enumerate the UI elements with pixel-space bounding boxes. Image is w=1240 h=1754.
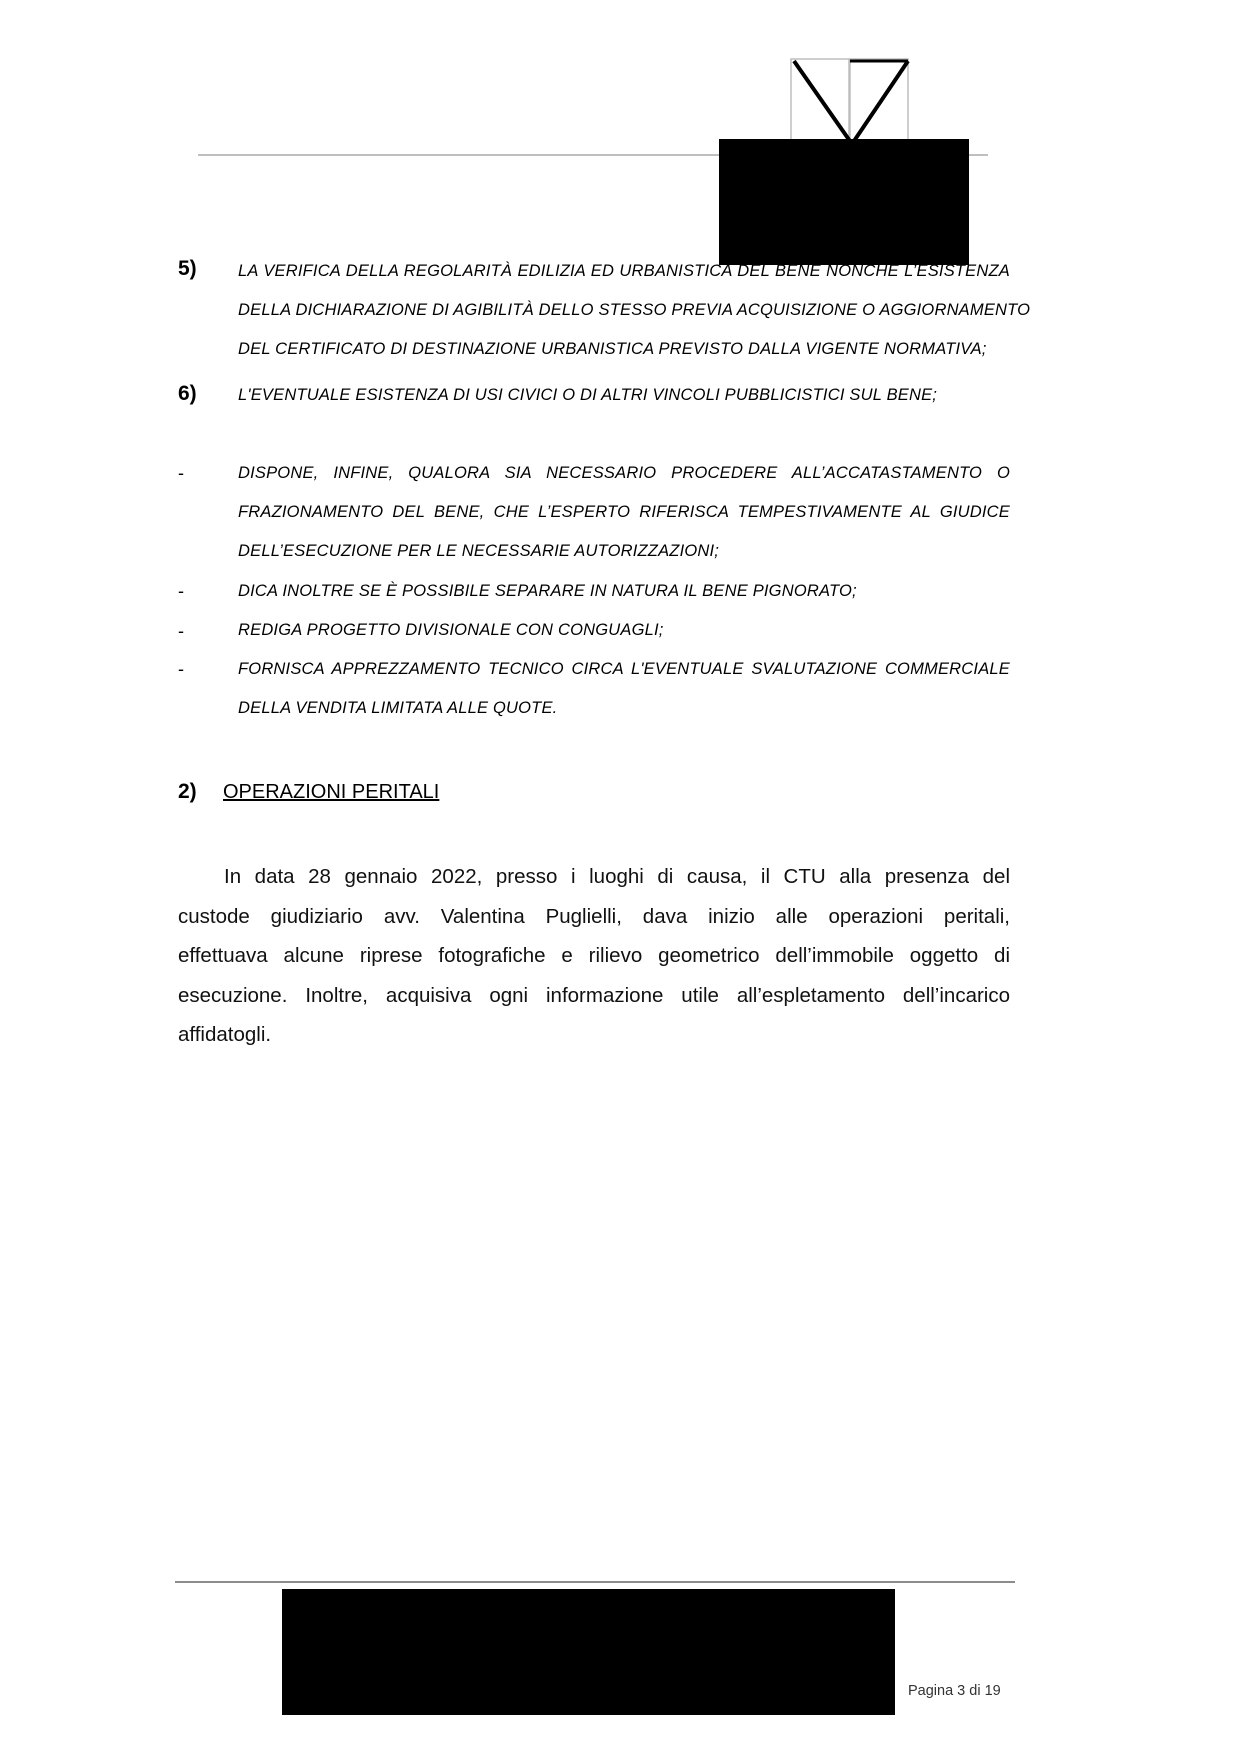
- bullet-marker: -: [178, 621, 184, 641]
- bullet-line: REDIGA PROGETTO DIVISIONALE CON CONGUAGLI;: [238, 621, 664, 639]
- redacted-block: [282, 1589, 895, 1715]
- bullet-line: DELLA VENDITA LIMITATA ALLE QUOTE.: [238, 699, 558, 717]
- paragraph-line: effettuava alcune riprese fotografiche e rilievo geometrico dell’immobile oggetto di: [178, 944, 1010, 967]
- section-number: 2): [178, 780, 197, 803]
- bullet-marker: -: [178, 463, 184, 483]
- paragraph-line: esecuzione. Inoltre, acquisiva ogni informazione utile all’espletamento dell’incarico: [178, 983, 1010, 1007]
- item-number: 5): [178, 257, 197, 280]
- item-line: DELLA DICHIARAZIONE DI AGIBILITÀ DELLO STESSO PREVIA ACQUISIZIONE O AGGIORNAMENTO: [238, 301, 1031, 319]
- page-number: Pagina 3 di 19: [908, 1683, 1001, 1699]
- bullet-line: DICA INOLTRE SE È POSSIBILE SEPARARE IN NATURA IL BENE PIGNORATO;: [238, 582, 857, 600]
- footer-divider: [175, 1581, 1015, 1583]
- bullet-line: FORNISCA APPREZZAMENTO TECNICO CIRCA L'EVENTUALE SVALUTAZIONE COMMERCIALE: [238, 660, 1010, 678]
- paragraph-line: affidatogli.: [178, 1023, 272, 1046]
- section-title: OPERAZIONI PERITALI: [223, 781, 440, 803]
- item-line: LA VERIFICA DELLA REGOLARITÀ EDILIZIA ED URBANISTICA DEL BENE NONCHÈ L’ESISTENZA: [238, 262, 1010, 280]
- redacted-block: [719, 139, 969, 265]
- item-line: DEL CERTIFICATO DI DESTINAZIONE URBANISTICA PREVISTO DALLA VIGENTE NORMATIVA;: [238, 340, 987, 358]
- triangle-logo-icon: [790, 58, 916, 148]
- bullet-marker: -: [178, 659, 184, 679]
- bullet-line: DISPONE, INFINE, QUALORA SIA NECESSARIO PROCEDERE ALL’ACCATASTAMENTO O: [238, 464, 1010, 482]
- item-line: L'EVENTUALE ESISTENZA DI USI CIVICI O DI ALTRI VINCOLI PUBBLICISTICI SUL BENE;: [238, 386, 938, 404]
- bullet-line: DELL’ESECUZIONE PER LE NECESSARIE AUTORIZZAZIONI;: [238, 542, 720, 560]
- bullet-marker: -: [178, 581, 184, 601]
- body-paragraph: [178, 857, 1010, 1055]
- paragraph-line: In data 28 gennaio 2022, presso i luoghi di causa, il CTU alla presenza del: [224, 865, 1010, 888]
- item-number: 6): [178, 382, 197, 405]
- bullet-line: FRAZIONAMENTO DEL BENE, CHE L’ESPERTO RIFERISCA TEMPESTIVAMENTE AL GIUDICE: [238, 503, 1010, 521]
- paragraph-line: custode giudiziario avv. Valentina Puglielli, dava inizio alle operazioni peritali,: [178, 904, 1010, 928]
